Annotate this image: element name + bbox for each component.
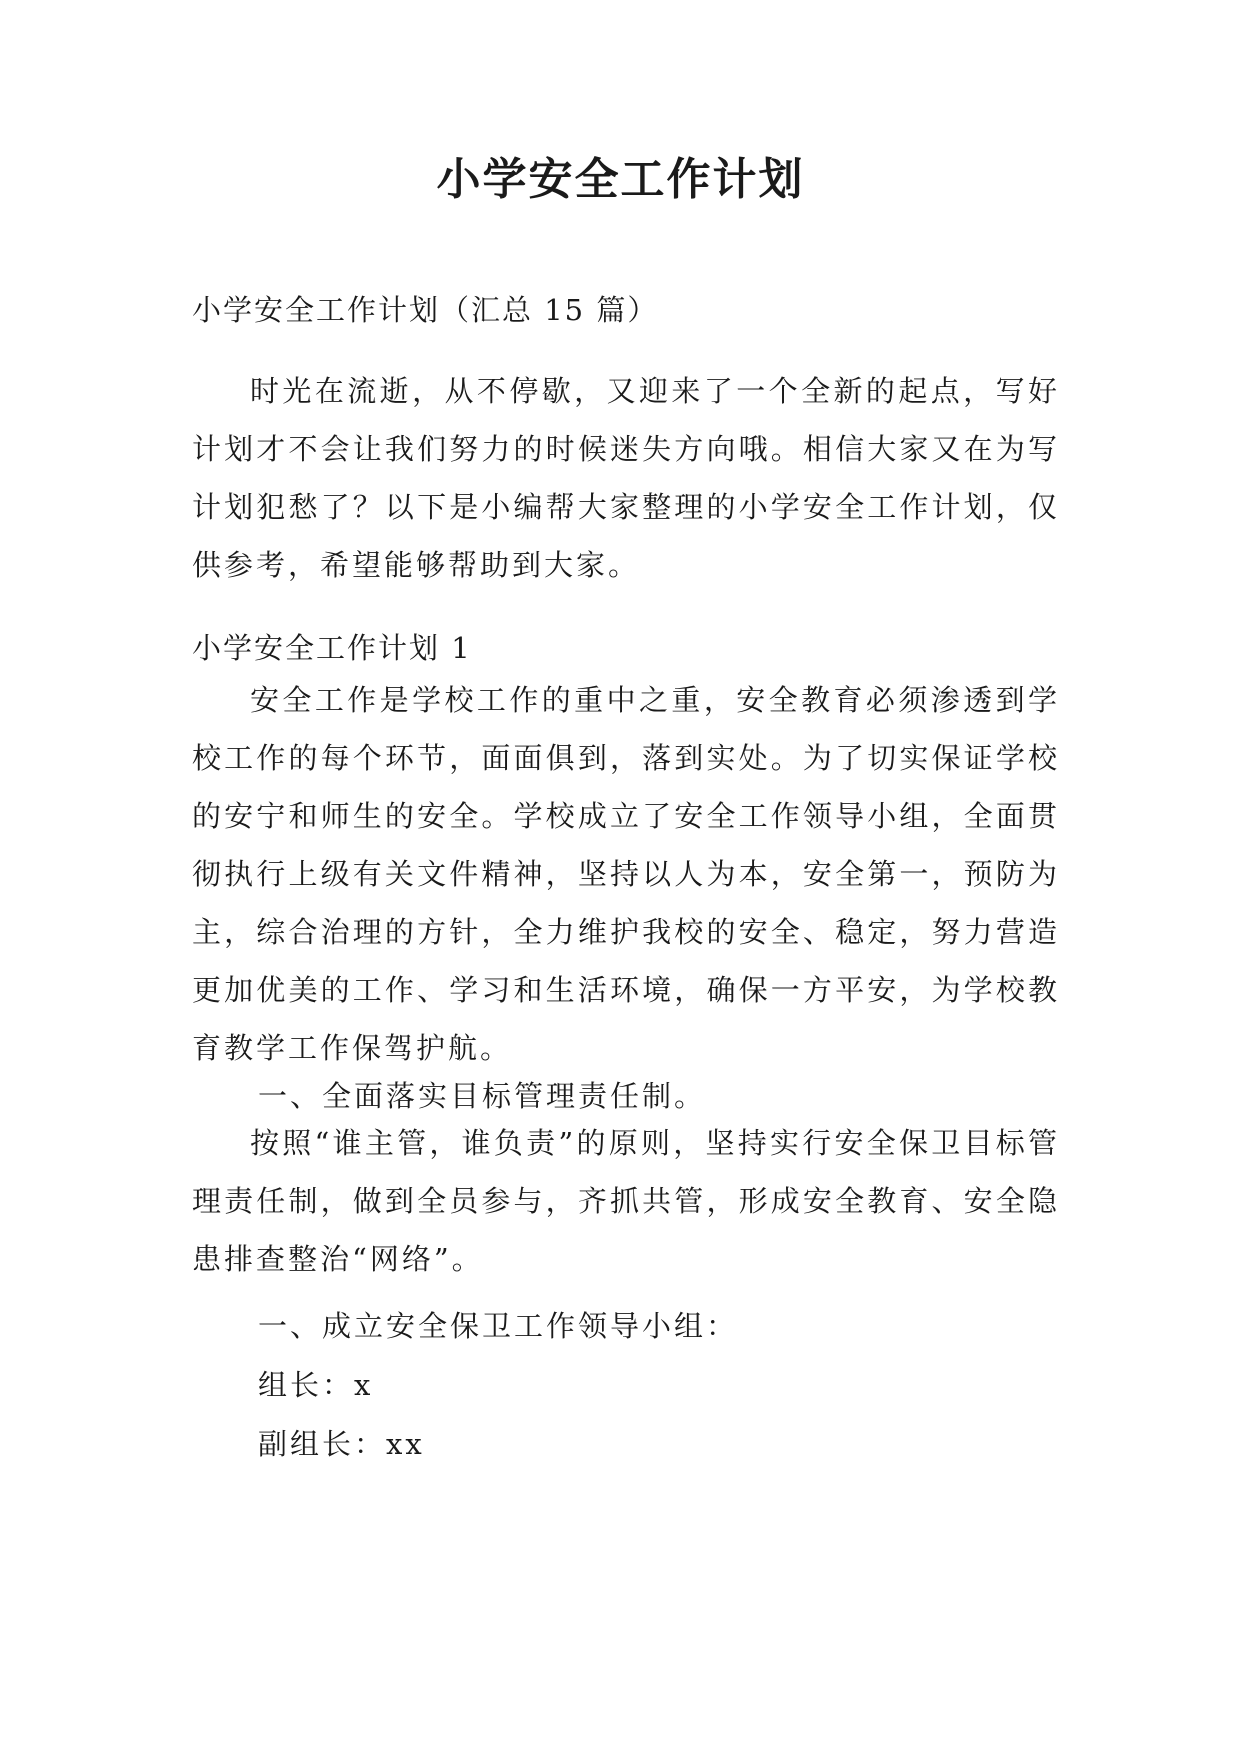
item-2-heading: 一、成立安全保卫工作领导小组： [258, 1309, 739, 1343]
item-1-heading: 一、全面落实目标管理责任制。 [258, 1079, 707, 1113]
section-paragraph: 安全工作是学校工作的重中之重，安全教育必须渗透到学校工作的每个环节，面面俱到，落到实处。为了切实保证学校的安宁和师生的安全。学校成立了安全工作领导小组，全面贯彻执行上级有关文件精神，坚持以人为本，安全第一，预防为主，综合治理的方针，全力维护我校的安全、稳定，努力营造更加优美的工作、学习和生活环境，确保一方平安，为学校教育教学工作保驾护航。 [192, 683, 1060, 1065]
section-heading: 小学安全工作计划 1 [192, 631, 472, 665]
leader-line: 组长：x [258, 1368, 374, 1402]
deputy-leader-line: 副组长：xx [258, 1427, 425, 1461]
intro-paragraph: 时光在流逝，从不停歇，又迎来了一个全新的起点，写好计划才不会让我们努力的时候迷失方向哦。相信大家又在为写计划犯愁了？以下是小编帮大家整理的小学安全工作计划，仅供参考，希望能够帮助到大家。 [192, 374, 1060, 582]
item-1-paragraph: 按照“谁主管，谁负责”的原则，坚持实行安全保卫目标管理责任制，做到全员参与，齐抓共管，形成安全教育、安全隐患排查整治“网络”。 [192, 1126, 1060, 1276]
document-subtitle: 小学安全工作计划（汇总 15 篇） [192, 293, 659, 327]
document-title: 小学安全工作计划 [436, 154, 805, 205]
